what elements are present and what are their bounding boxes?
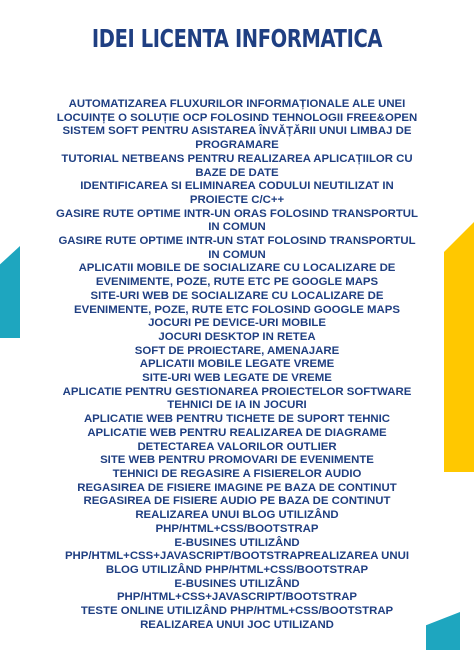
idea-line: BLOG UTILIZÂND PHP/HTML+CSS/BOOTSTRAP [105,563,369,576]
idea-line: REALIZAREA UNUI BLOG UTILIZÂND [135,509,339,522]
idea-line: SOFT DE PROIECTARE, AMENAJARE [134,344,340,357]
idea-line: SITE WEB PENTRU PROMOVARI DE EVENIMENTE [100,454,374,467]
idea-line: GASIRE RUTE OPTIME INTR-UN STAT FOLOSIND TRANSPORTUL [58,235,416,248]
idea-line: DETECTAREA VALORILOR OUTLIER [137,440,337,453]
idea-line: TEHNICI DE REGASIRE A FISIERELOR AUDIO [112,467,362,480]
idea-line: JOCURI DESKTOP IN RETEA [158,330,316,343]
idea-line: REALIZAREA UNUI JOC UTILIZAND [140,618,334,631]
idea-line: PHP/HTML+CSS+JAVASCRIPT/BOOTSTRAPREALIZAREA UNUI [64,550,410,563]
idea-line: PROIECTE C/C++ [189,193,285,206]
page-title: IDEI LICENTA INFORMATICA [91,24,383,53]
idea-line: BAZE DE DATE [195,166,279,179]
idea-line: PROGRAMARE [195,139,279,152]
idea-line: APLICATIE PENTRU GESTIONAREA PROIECTELOR SOFTWARE [62,385,412,398]
idea-line: EVENIMENTE, POZE, RUTE ETC PE GOOGLE MAPS [95,276,379,289]
idea-line: IDENTIFICAREA SI ELIMINAREA CODULUI NEUTILIZAT IN [80,180,394,193]
yellow-accent-shape-right [444,222,474,472]
idea-line: REGASIREA DE FISIERE AUDIO PE BAZA DE CONTINUT [83,495,391,508]
idea-line: APLICATIE WEB PENTRU REALIZAREA DE DIAGRAME [87,426,387,439]
idea-line: IN COMUN [208,221,266,234]
idea-line: LOCUINȚE O SOLUȚIE OCP FOLOSIND TEHNOLOGII FREE&OPEN [56,111,418,124]
idea-line: JOCURI PE DEVICE-URI MOBILE [148,317,326,330]
idea-line: IN COMUN [208,248,266,261]
idea-line: SITE-URI WEB DE SOCIALIZARE CU LOCALIZARE DE [90,289,384,302]
idea-line: E-BUSINES UTILIZÂND [174,536,300,549]
idea-line: AUTOMATIZAREA FLUXURILOR INFORMAȚIONALE ALE UNEI [68,98,406,110]
idea-line: REGASIREA DE FISIERE IMAGINE PE BAZA DE CONTINUT [77,481,397,494]
idea-line: APLICATIE WEB PENTRU TICHETE DE SUPORT TEHNIC [83,413,391,426]
idea-line: TESTE ONLINE UTILIZÂND PHP/HTML+CSS/BOOTSTRAP [80,605,394,618]
idea-line: PHP/HTML+CSS/BOOTSTRAP [155,522,319,535]
idea-line: PHP/HTML+CSS+JAVASCRIPT/BOOTSTRAP [116,591,358,604]
idea-line: GASIRE RUTE OPTIME INTR-UN ORAS FOLOSIND TRANSPORTUL [56,207,418,220]
idea-line: APLICATII MOBILE DE SOCIALIZARE CU LOCALIZARE DE [78,262,396,275]
idea-line: SITE-URI WEB LEGATE DE VREME [142,372,332,385]
idea-line: SISTEM SOFT PENTRU ASISTAREA ÎNVĂȚĂRII UNUI LIMBAJ DE [62,125,412,138]
idea-line: TUTORIAL NETBEANS PENTRU REALIZAREA APLICAȚIILOR CU [61,152,413,165]
teal-accent-shape-left [0,246,20,338]
idea-line: E-BUSINES UTILIZÂND [174,577,300,590]
idea-line: EVENIMENTE, POZE, RUTE ETC FOLOSIND GOOGLE MAPS [74,303,400,316]
idea-line: TEHNICI DE IA IN JOCURI [167,399,307,412]
thesis-ideas-list [30,98,444,632]
idea-line: APLICATII MOBILE LEGATE VREME [139,358,335,371]
